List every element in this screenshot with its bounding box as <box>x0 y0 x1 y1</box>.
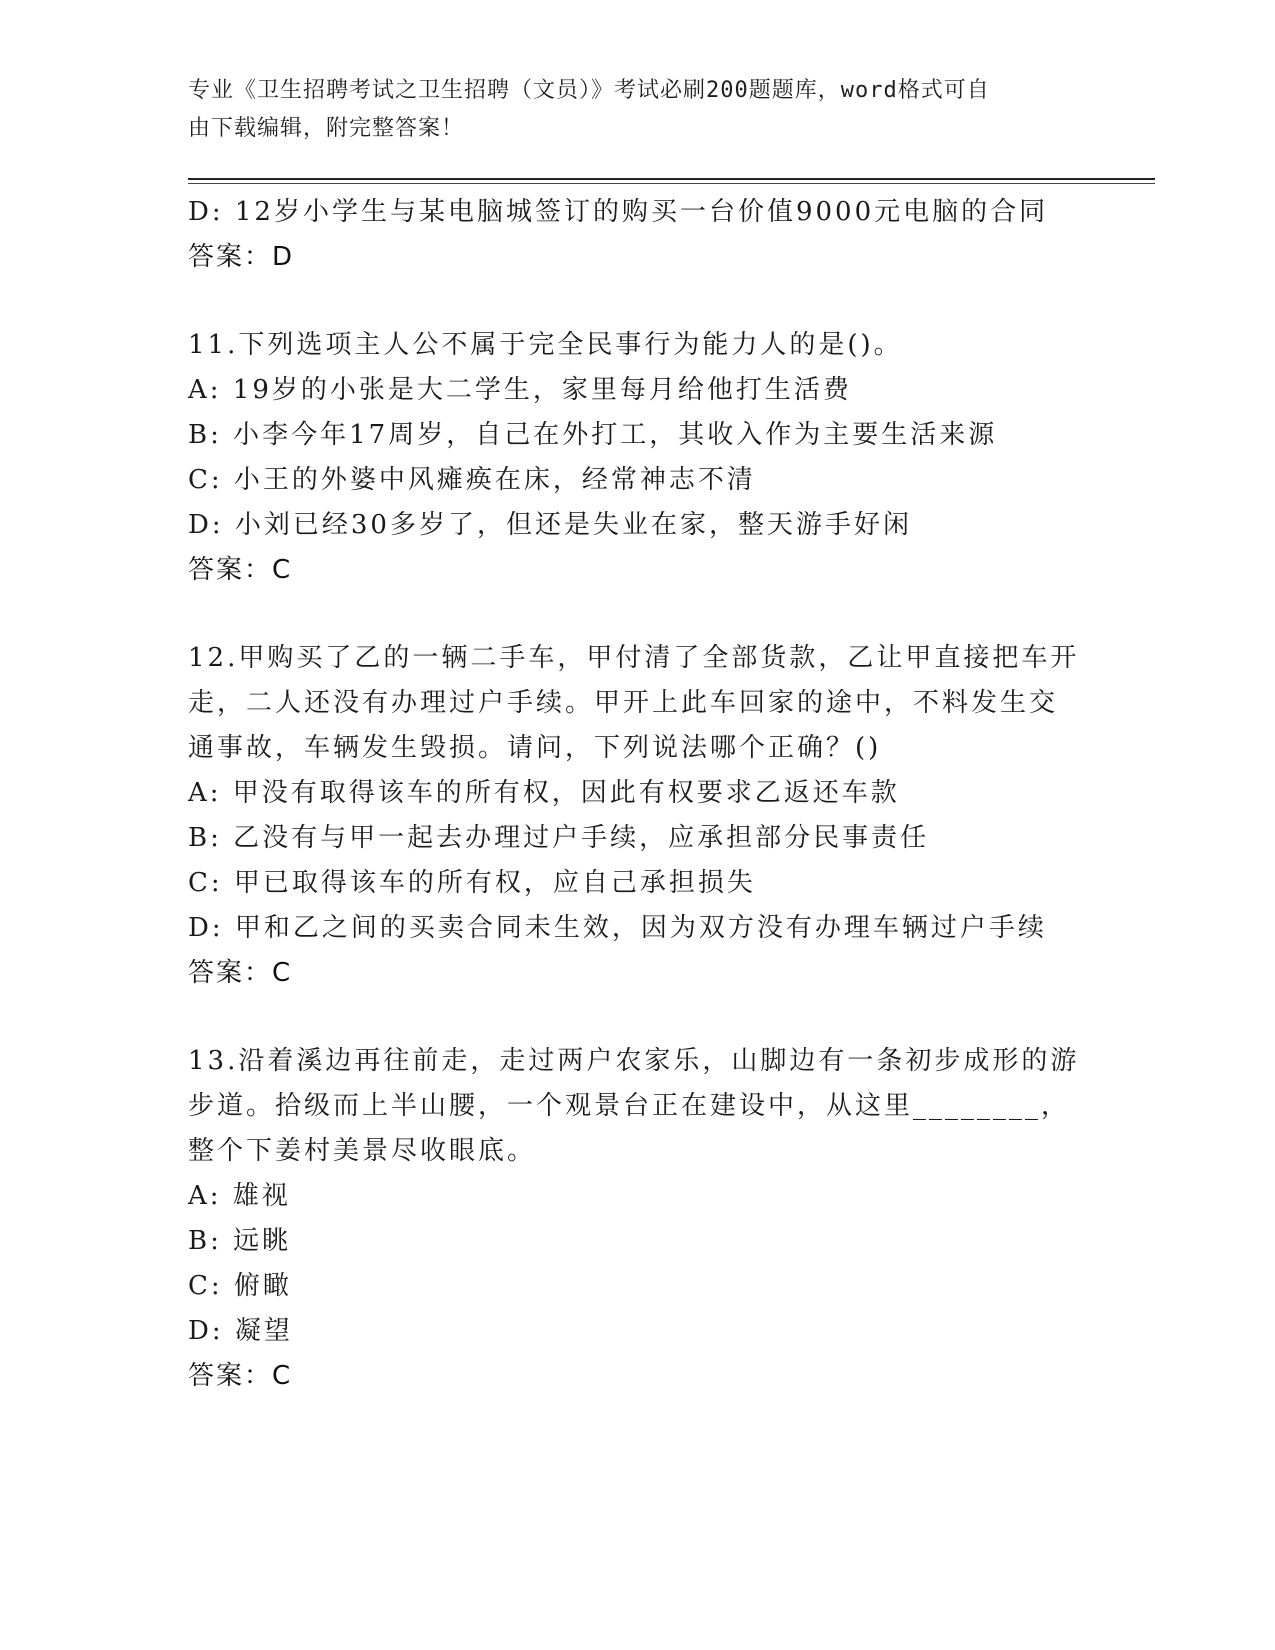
spacer <box>188 280 1068 323</box>
question-stem-line-1: 12.甲购买了乙的一辆二手车，甲付清了全部货款，乙让甲直接把车开 <box>188 643 1080 673</box>
answer-line: 答案：C <box>188 958 293 988</box>
question-stem-line-1: 13.沿着溪边再往前走，走过两户农家乐，山脚边有一条初步成形的游 <box>188 1046 1080 1076</box>
question-stem: 11.下列选项主人公不属于完全民事行为能力人的是()。 <box>188 330 903 360</box>
option-a: A: 甲没有取得该车的所有权，因此有权要求乙返还车款 <box>188 778 900 808</box>
spacer <box>188 593 1068 636</box>
question-stem-line-2: 走，二人还没有办理过户手续。甲开上此车回家的途中，不料发生交 <box>188 688 1059 718</box>
option-b: B: 远眺 <box>188 1226 292 1256</box>
question-13 <box>188 1039 1080 1399</box>
question-11 <box>188 323 1068 593</box>
option-d: D: 甲和乙之间的买卖合同未生效，因为双方没有办理车辆过户手续 <box>188 913 1047 943</box>
option-d: D: 小刘已经30多岁了，但还是失业在家，整天游手好闲 <box>188 510 912 540</box>
answer-line: 答案：D <box>188 242 295 272</box>
option-a: A: 雄视 <box>188 1181 291 1211</box>
header-line-1: 专业《卫生招聘考试之卫生招聘（文员）》考试必刷200题题库，word格式可自 <box>188 78 990 103</box>
question-stem-line-3: 整个下姜村美景尽收眼底。 <box>188 1136 537 1166</box>
spacer <box>188 996 1068 1039</box>
option-b: B: 小李今年17周岁，自己在外打工，其收入作为主要生活来源 <box>188 420 998 450</box>
option-d: D: 凝望 <box>188 1316 293 1346</box>
option-c: C: 甲已取得该车的所有权，应自己承担损失 <box>188 868 756 898</box>
option-b: B: 乙没有与甲一起去办理过户手续，应承担部分民事责任 <box>188 823 930 853</box>
previous-question-tail <box>188 190 1068 280</box>
option-c: C: 俯瞰 <box>188 1271 292 1301</box>
option-d: D: 12岁小学生与某电脑城签订的购买一台价值9000元电脑的合同 <box>188 197 1049 227</box>
header-divider-thick <box>188 178 1155 180</box>
question-stem-line-3: 通事故，车辆发生毁损。请问，下列说法哪个正确？() <box>188 733 882 763</box>
question-stem-line-2: 步道。拾级而上半山腰，一个观景台正在建设中，从这里________， <box>188 1091 1071 1121</box>
document-header <box>188 72 1068 148</box>
answer-line: 答案：C <box>188 555 293 585</box>
question-12 <box>188 636 1080 996</box>
header-divider-thin <box>188 183 1155 184</box>
option-c: C: 小王的外婆中风瘫痪在床，经常神志不清 <box>188 465 756 495</box>
option-a: A: 19岁的小张是大二学生，家里每月给他打生活费 <box>188 375 852 405</box>
answer-line: 答案：C <box>188 1361 293 1391</box>
document-body <box>188 190 1080 1399</box>
header-line-2: 由下载编辑，附完整答案！ <box>188 116 465 141</box>
